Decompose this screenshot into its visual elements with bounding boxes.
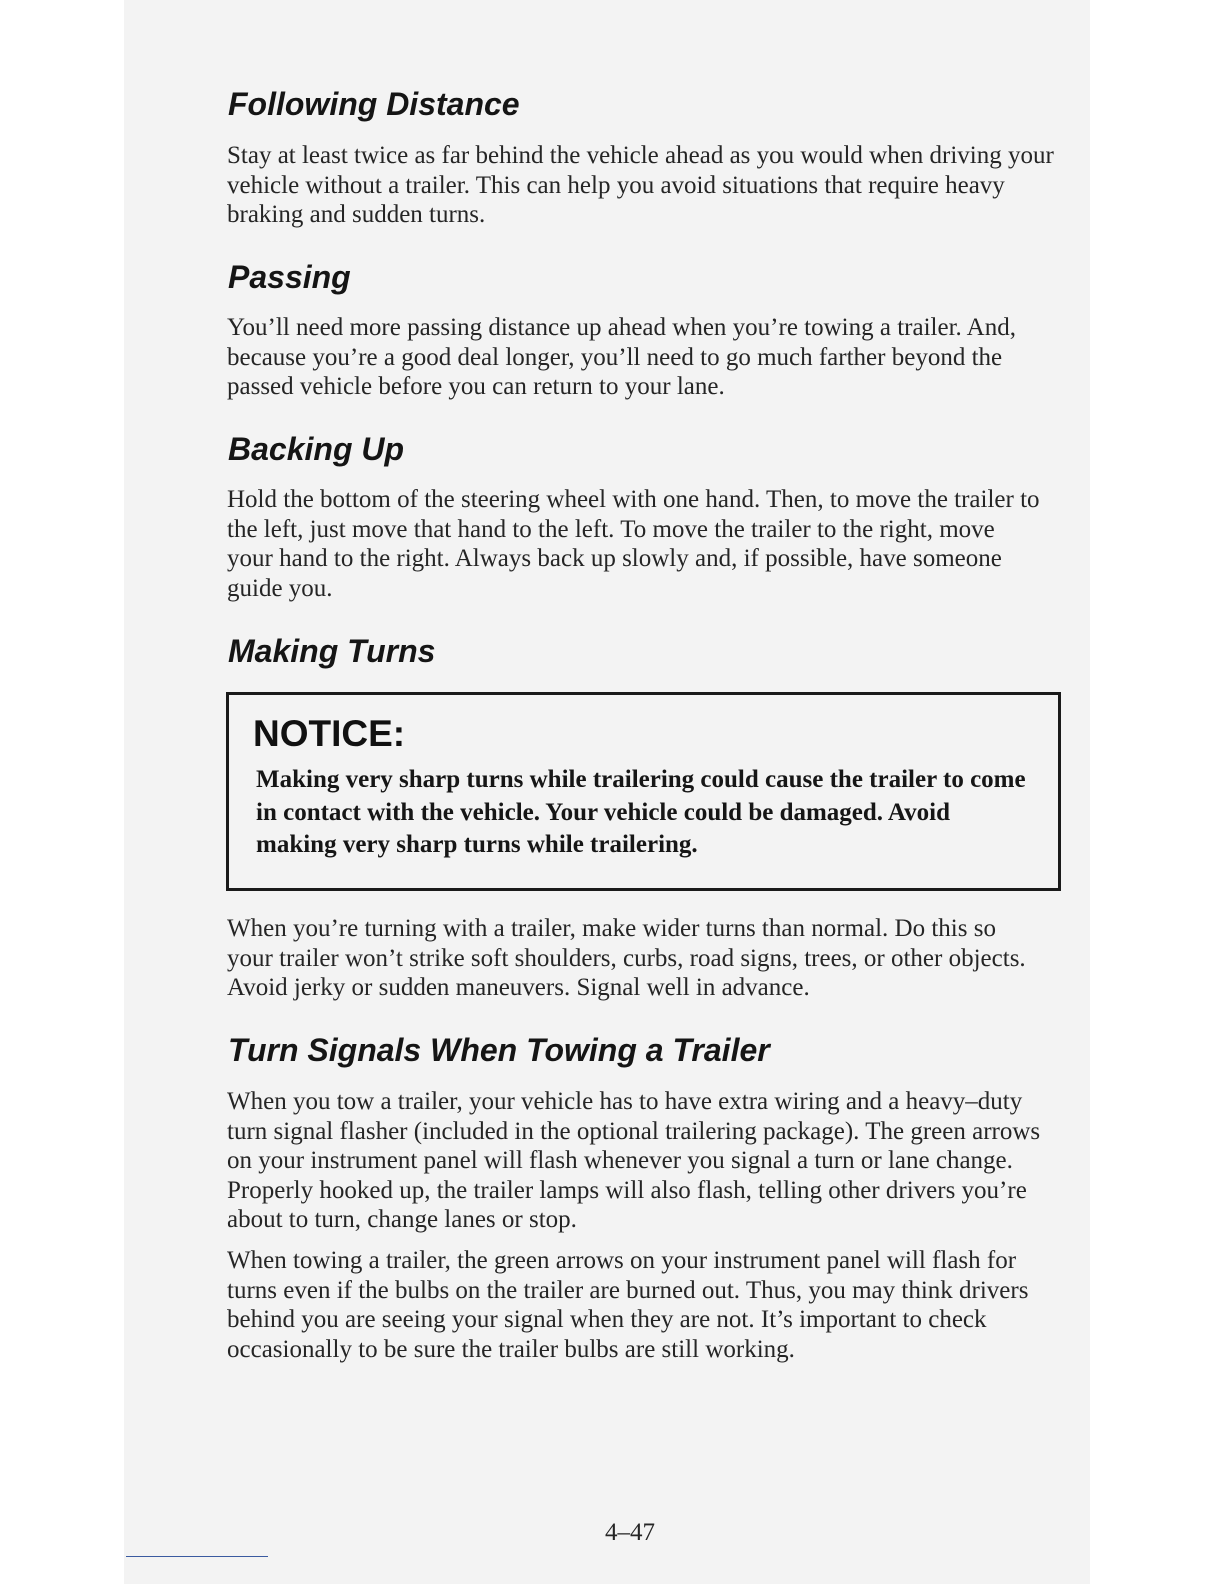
notice-title: NOTICE: [253,713,406,754]
footer-rule [126,1556,268,1557]
heading-backing-up: Backing Up [228,431,405,467]
heading-passing: Passing [228,259,351,295]
heading-turn-signals: Turn Signals When Towing a Trailer [228,1032,770,1068]
paragraph-turn-signals-1: When you tow a trailer, your vehicle has to have extra wiring and a heavy–duty turn signal flasher (included in the optional trailering package). The green arrows on your instrument panel will flash whenever you signal a turn or lane change. Properly hooked up, the trailer lamps will also flash, telling other drivers you’re about to turn, change lanes or stop. [227,1088,1041,1234]
paragraph-turn-signals-2: When towing a trailer, the green arrows on your instrument panel will flash for turns even if the bulbs on the trailer are burned out. Thus, you may think drivers behind you are seeing your signal when they are not. It’s important to check occasionally to be sure the trailer bulbs are still working. [227,1247,1029,1363]
page-number: 4–47 [605,1519,655,1546]
notice-text: Making very sharp turns while trailering could cause the trailer to come in contact with the vehicle. Your vehicle could be damaged. Avoid making very sharp turns while trailering. [256,766,1026,858]
heading-making-turns: Making Turns [228,633,436,669]
paragraph-backing-up: Hold the bottom of the steering wheel with one hand. Then, to move the trailer to the left, just move that hand to the left. To move the trailer to the right, move your hand to the right. Always back up slowly and, if possible, have someone guide you. [227,486,1040,602]
heading-following-distance: Following Distance [228,86,520,122]
paragraph-following-distance: Stay at least twice as far behind the vehicle ahead as you would when driving your vehicle without a trailer. This can help you avoid situations that require heavy braking and sudden turns. [227,142,1054,229]
paragraph-making-turns: When you’re turning with a trailer, make wider turns than normal. Do this so your trailer won’t strike soft shoulders, curbs, road signs, trees, or other objects. Avoid jerky or sudden maneuvers. Signal well in advance. [227,915,1026,1002]
paragraph-passing: You’ll need more passing distance up ahead when you’re towing a trailer. And, because you’re a good deal longer, you’ll need to go much farther beyond the passed vehicle before you can return to your lane. [227,314,1016,401]
